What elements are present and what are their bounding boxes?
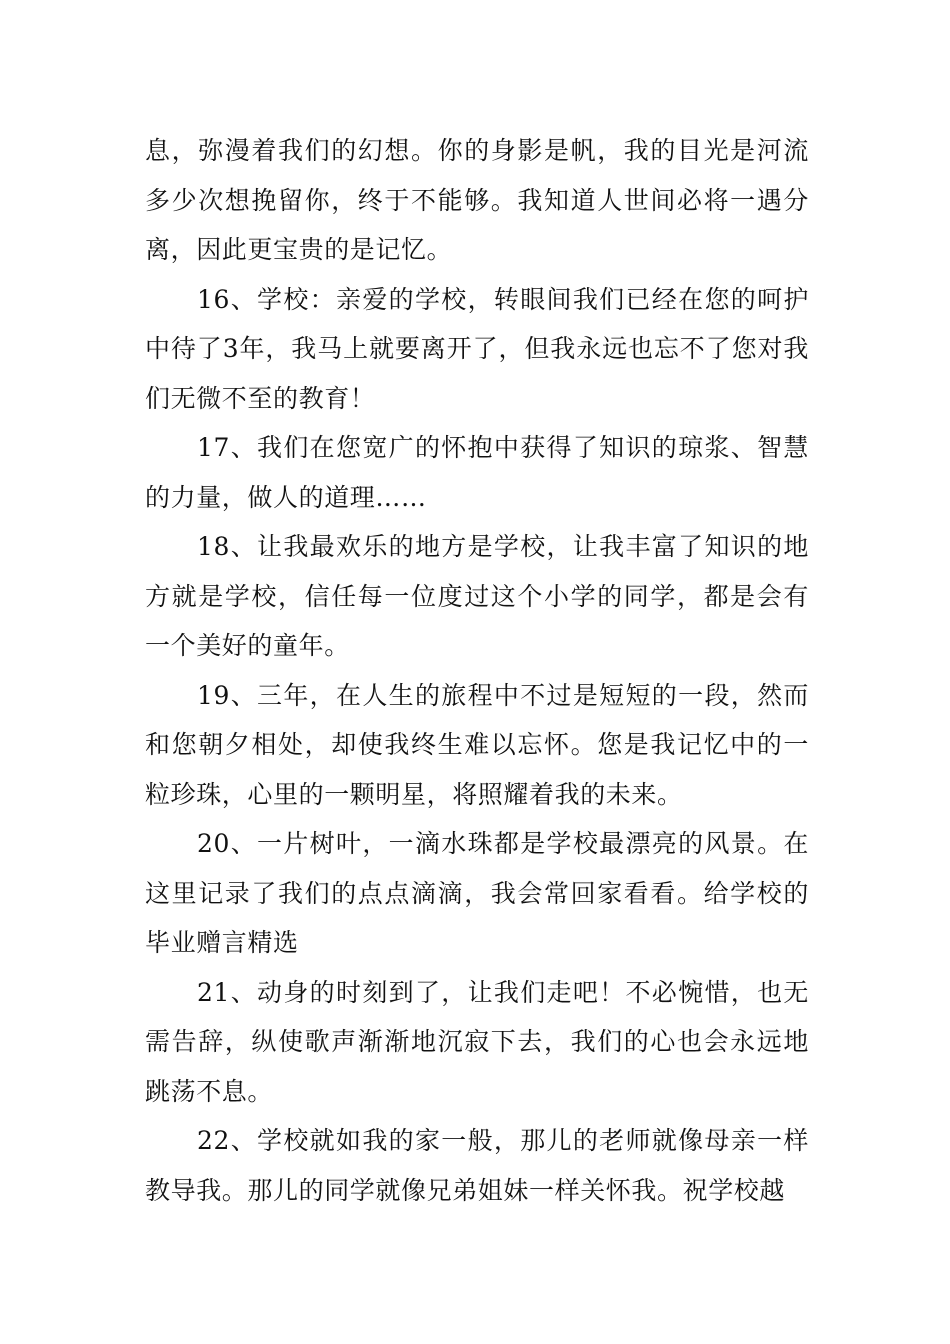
- paragraph-18: 18、让我最欢乐的地方是学校，让我丰富了知识的地方就是学校，信任每一位度过这个小学的同学，都是会有一个美好的童年。: [145, 532, 809, 660]
- paragraph-22: 22、学校就如我的家一般，那儿的老师就像母亲一样教导我。那儿的同学就像兄弟姐妹一样关怀我。祝学校越: [145, 1126, 809, 1205]
- paragraph-continued: 息，弥漫着我们的幻想。你的身影是帆，我的目光是河流多少次想挽留你，终于不能够。我知道人世间必将一遇分离，因此更宝贵的是记忆。: [145, 136, 809, 264]
- paragraph-20: 20、一片树叶，一滴水珠都是学校最漂亮的风景。在这里记录了我们的点点滴滴，我会常回家看看。给学校的毕业赠言精选: [145, 829, 809, 957]
- paragraph-16: 16、学校：亲爱的学校，转眼间我们已经在您的呵护中待了3年，我马上就要离开了，但我永远也忘不了您对我们无微不至的教育！: [145, 284, 809, 413]
- paragraph-19: 19、三年，在人生的旅程中不过是短短的一段，然而和您朝夕相处，却使我终生难以忘怀。您是我记忆中的一粒珍珠，心里的一颗明星，将照耀着我的未来。: [145, 680, 809, 809]
- paragraph-21: 21、动身的时刻到了，让我们走吧！不必惋惜，也无需告辞，纵使歌声渐渐地沉寂下去，我们的心也会永远地跳荡不息。: [145, 977, 809, 1106]
- document-body: [145, 126, 809, 1215]
- paragraph-17: 17、我们在您宽广的怀抱中获得了知识的琼浆、智慧的力量，做人的道理……: [145, 433, 809, 512]
